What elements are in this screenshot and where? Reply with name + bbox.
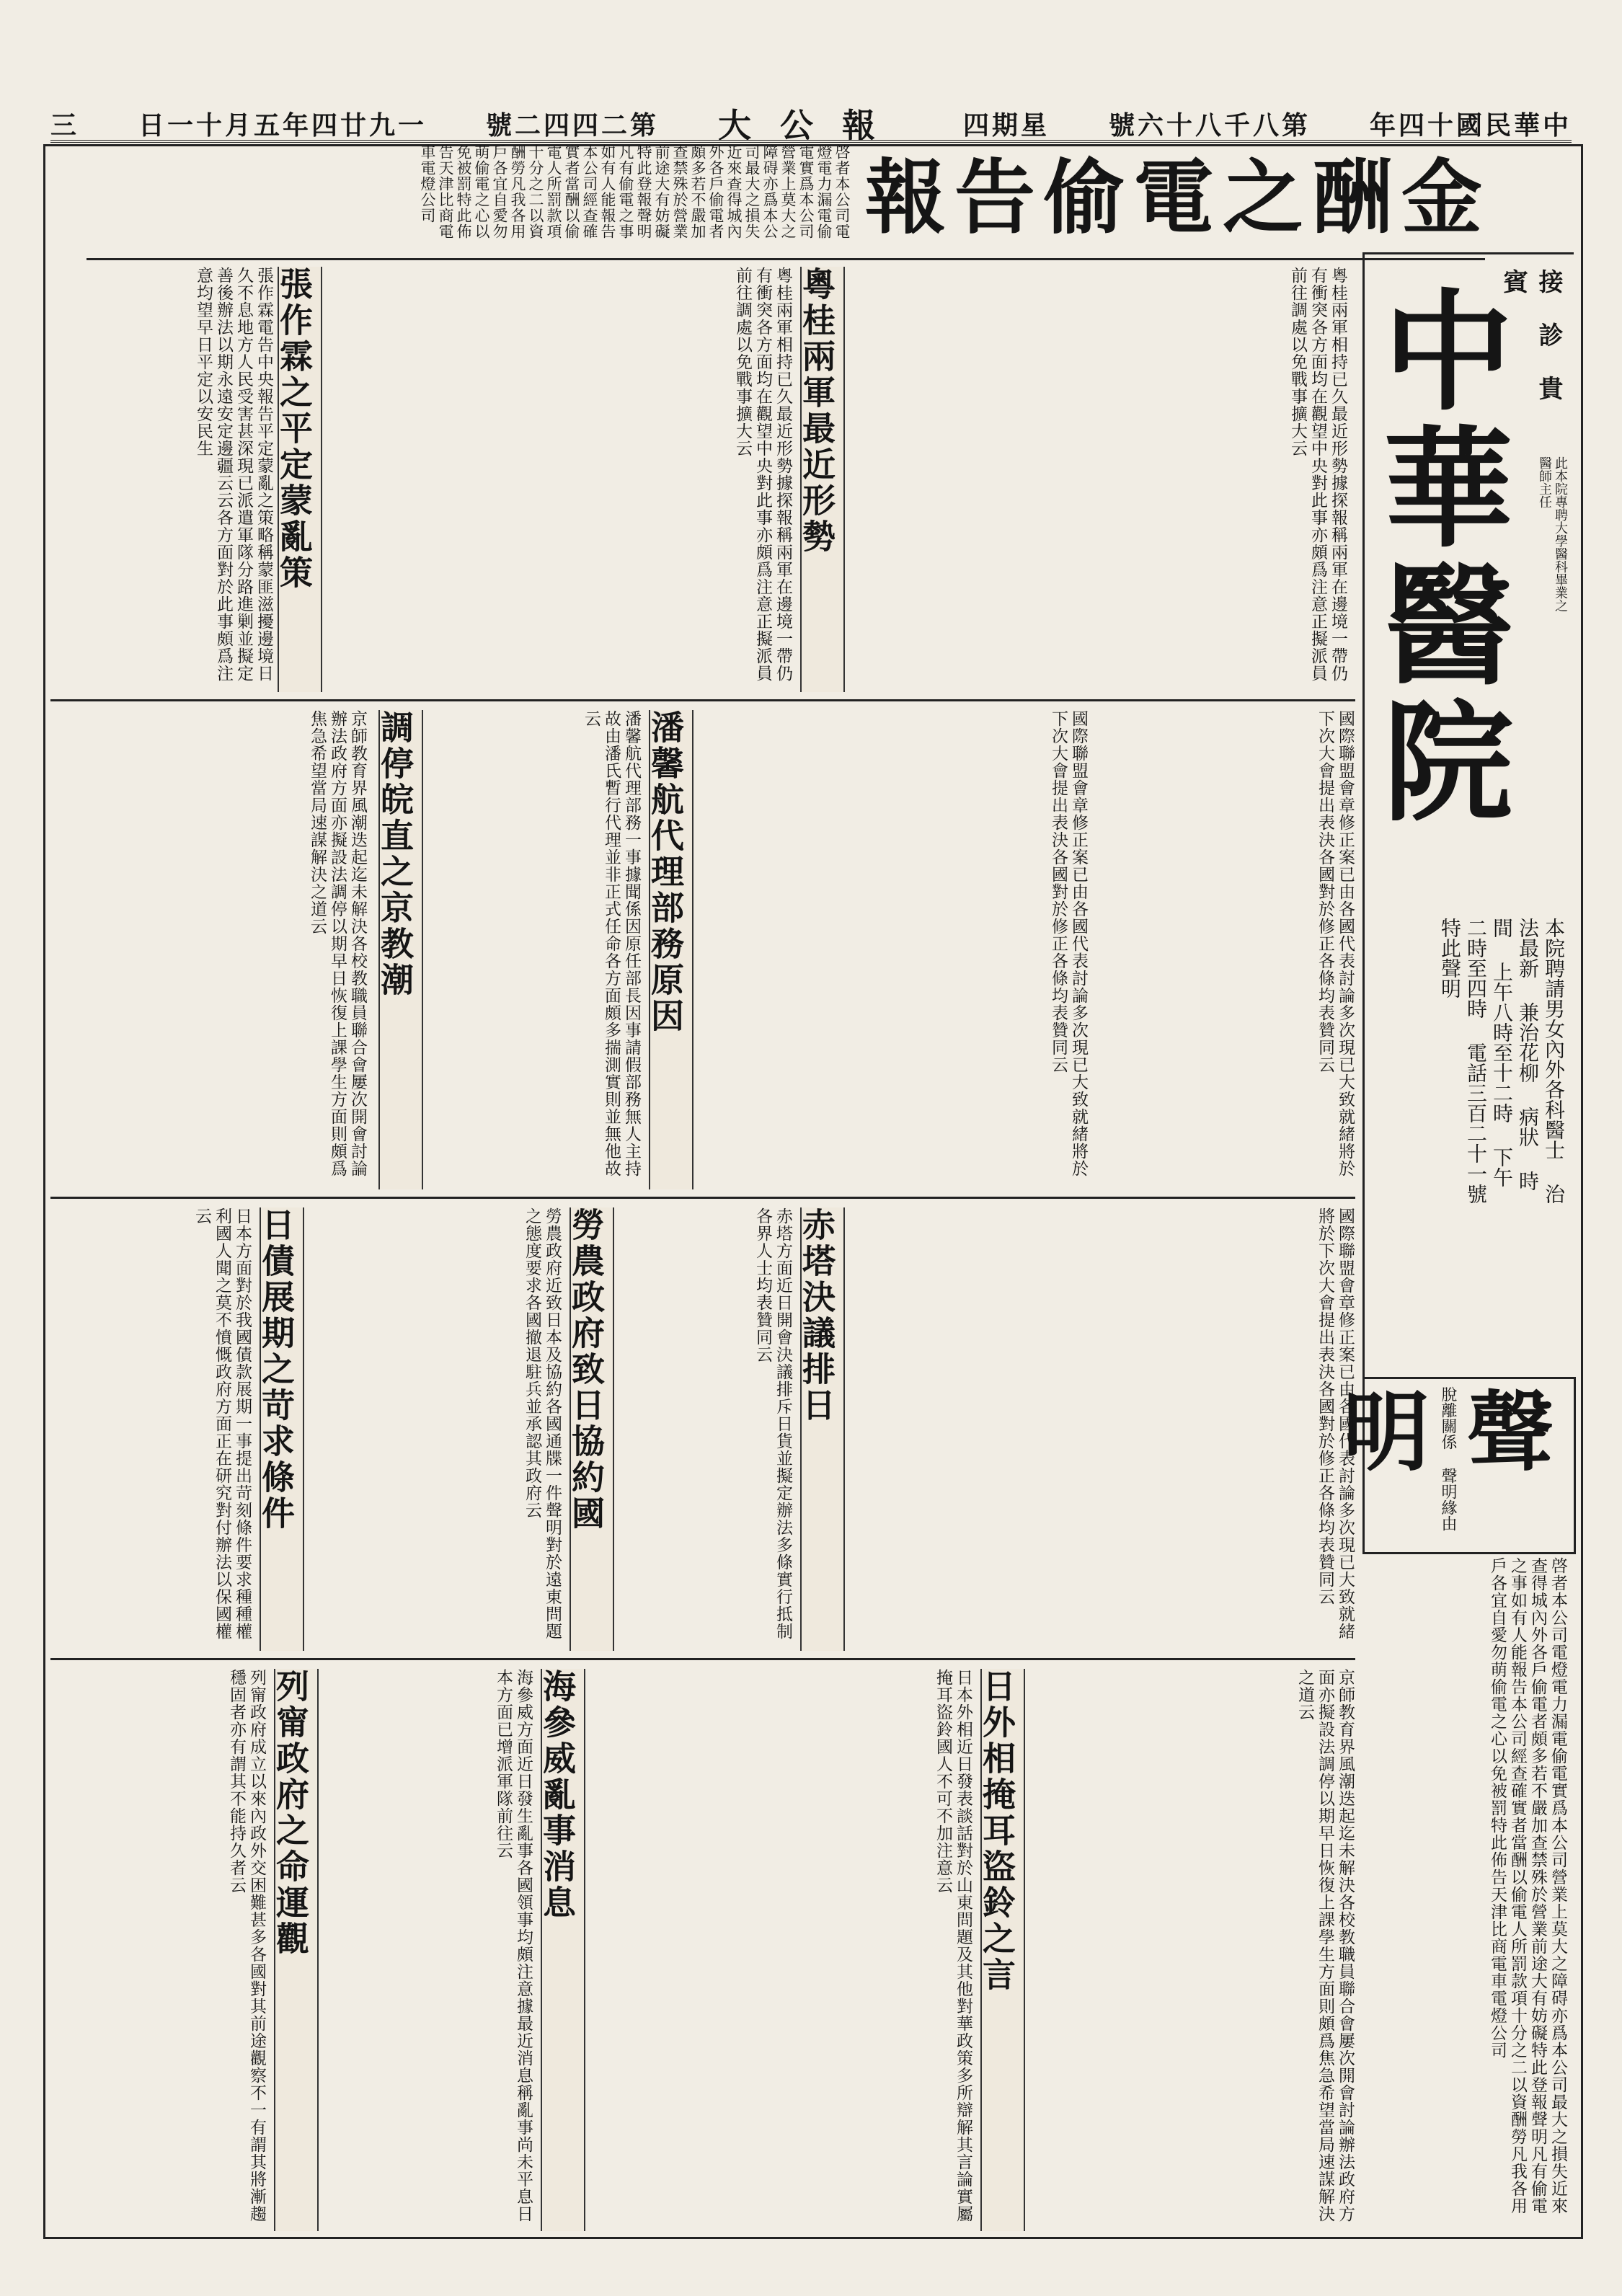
article-headline: [257, 1207, 304, 1651]
reward-notice-body: 啓者本公司電燈電力漏電偷電實爲本公司營業上莫大之障碍亦爲本公司最大之損失近來查得城內外各戶偷電者頗多若不嚴加查禁殊於營業前途大有妨礙特此登報聲明凡有偷電之事如有人能報告本公司經查確實者當酬以偷電人所罰款項十分之二以資酬勞凡我各用戶各宜自愛勿萌偷電之心以免被罰特此佈告天津比商電車電燈公司: [419, 144, 851, 239]
hospital-name: 中華醫院: [1362, 283, 1514, 831]
article-body: 赤塔方面近日開會決議排斥日貨並擬定辦法多條實行抵制各界人士均表贊同云: [753, 1207, 792, 1640]
article-headline: [567, 1207, 614, 1651]
article-headline: [797, 267, 845, 692]
headline-text: 日外相掩耳盜鈴之言: [978, 1669, 1016, 1993]
article-headline: [538, 1669, 585, 2231]
headline-text: 列甯政府之命運觀: [271, 1669, 310, 1957]
article-headline: [378, 710, 423, 1189]
headline-text: 張作霖之平定蒙亂策: [275, 267, 314, 591]
headline-text: 粵桂兩軍最近形勢: [797, 267, 836, 555]
article-headline: [980, 1669, 1025, 2231]
headline-text: 勞農政府致日協約國: [567, 1207, 606, 1532]
declaration-subtitle: 脫離關係 聲明緣由: [1439, 1386, 1457, 1531]
headline-text: 日債展期之苛求條件: [257, 1207, 296, 1532]
section-rule: [50, 1197, 1355, 1199]
section-rule: [50, 699, 1355, 701]
date-republic: 年四十國民華中: [1369, 110, 1572, 141]
hospital-tag: 接 診 貴 賓: [1499, 269, 1563, 400]
reward-notice-title: 報告偷電之酬金: [865, 151, 1491, 245]
article-body: 京師教育界風潮迭起迄未解決各校教職員聯合會屢次開會討論辦法政府方面亦擬設法調停以期早日恢復上課學生方面則頗爲焦急希望當局速謀解決之道云: [1295, 1669, 1355, 2222]
headline-text: 潘馨航代理部務原因: [646, 710, 685, 1034]
article-body: 海參威方面近日發生亂事各國領事均頗注意據最近消息稱亂事尚未平息日本方面已增派軍隊前往云: [494, 1669, 533, 2222]
article-headline: [271, 1669, 319, 2231]
article-body: 國際聯盟會章修正案已由各國代表討論多次現已大致就緒將於下次大會提出表決各國對於修正各條均表贊同云: [1049, 710, 1088, 1177]
article-body: 潘馨航代理部務一事據聞係因原任部長因事請假部務無人主持故由潘氏暫行代理並非正式任命各方面頗多揣測實則並無他故云: [582, 710, 641, 1177]
date-western: 日一十月五年四廿九一: [138, 110, 427, 141]
reward-notice: [87, 144, 1491, 260]
article-body: 列甯政府成立以來內政外交困難甚多各國對其前途觀察不一有謂其將漸趨穩固者亦有謂其不能持久者云: [227, 1669, 266, 2222]
hospital-note: 此本院專聘大學醫科畢業之醫師主任: [1537, 456, 1568, 612]
issue-extra: 號二四四二第: [486, 110, 660, 141]
article-headline: [275, 267, 322, 692]
weekday: 四期星: [962, 110, 1050, 141]
hospital-info: 本院聘請男女內外各科醫士 治法最新 兼治花柳 病狀 時間 上午八時至十二時 下午二時至四時 電話三百二十一號 特此聲明: [1438, 918, 1566, 1204]
declaration-ad: [1329, 1377, 1576, 1554]
headline-text: 海參威亂事消息: [538, 1669, 577, 1921]
article-body: 張作霖電告中央報告平定蒙亂之策略稱蒙匪滋擾邊境日久不息地方人民受害甚深現已派遣軍隊分路進剿並擬定善後辦法以期永遠安定邊疆云云各方面對於此事頗爲注意均望早日平定以安民生: [194, 267, 273, 682]
article-body: 粵桂兩軍相持已久最近形勢據探報稱兩軍在邊境一帶仍有衝突各方面均在觀望中央對此事亦頗爲注意正擬派員前往調處以免戰事擴大云: [1288, 267, 1347, 682]
article-body: 啓者本公司電燈電力漏電偷電實爲本公司營業上莫大之障碍亦爲本公司最大之損失近來查得城內外各戶偷電者頗多若不嚴加查禁殊於營業前途大有妨礙特此登報聲明凡有偷電之事如有人能報告本公司經查確實者當酬以偷電人所罰款項十分之二以資酬勞凡我各用戶各宜自愛勿萌偷電之心以免被罰特此佈告天津比商電車電燈公司: [1488, 1557, 1567, 2215]
hospital-ad: [1362, 252, 1574, 1379]
page-number: 三: [50, 110, 80, 141]
article-body: 日本外相近日發表談話對於山東問題及其他對華政策多所辯解其言論實屬掩耳盜鈴國人不可不加注意云: [934, 1669, 972, 2222]
article-body: 粵桂兩軍相持已久最近形勢據探報稱兩軍在邊境一帶仍有衝突各方面均在觀望中央對此事亦頗爲注意正擬派員前往調處以免戰事擴大云: [733, 267, 792, 682]
article-body: 國際聯盟會章修正案已由各國代表討論多次現已大致就緒將於下次大會提出表決各國對於修正各條均表贊同云: [1316, 1207, 1355, 1640]
declaration-title: 聲明: [1329, 1386, 1554, 1473]
headline-text: 赤塔決議排日: [797, 1207, 836, 1424]
article-headline: [797, 1207, 845, 1651]
article-body: 京師教育界風潮迭起迄未解決各校教職員聯合會屢次開會討論辦法政府方面亦擬設法調停以期早日恢復上課學生方面則頗爲焦急希望當局速謀解決之道云: [308, 710, 367, 1177]
article-body: 勞農政府近致日本及協約各國通牒一件聲明對於遠東問題之態度要求各國撤退駐兵並承認其政府云: [523, 1207, 562, 1640]
article-body: 國際聯盟會章修正案已由各國代表討論多次現已大致就緒將於下次大會提出表決各國對於修正各條均表贊同云: [1316, 710, 1355, 1177]
masthead: [50, 107, 1572, 143]
section-rule: [50, 1658, 1355, 1660]
article-body: 日本方面對於我國債款展期一事提出苛刻條件要求種種權利國人聞之莫不憤慨政府方面正在研究對付辦法以保國權云: [192, 1207, 252, 1640]
issue-number: 號六十八千八第: [1108, 110, 1311, 141]
headline-text: 調停皖直之京教潮: [376, 710, 415, 998]
paper-name: 大公報: [718, 106, 904, 145]
article-headline: [646, 710, 693, 1189]
